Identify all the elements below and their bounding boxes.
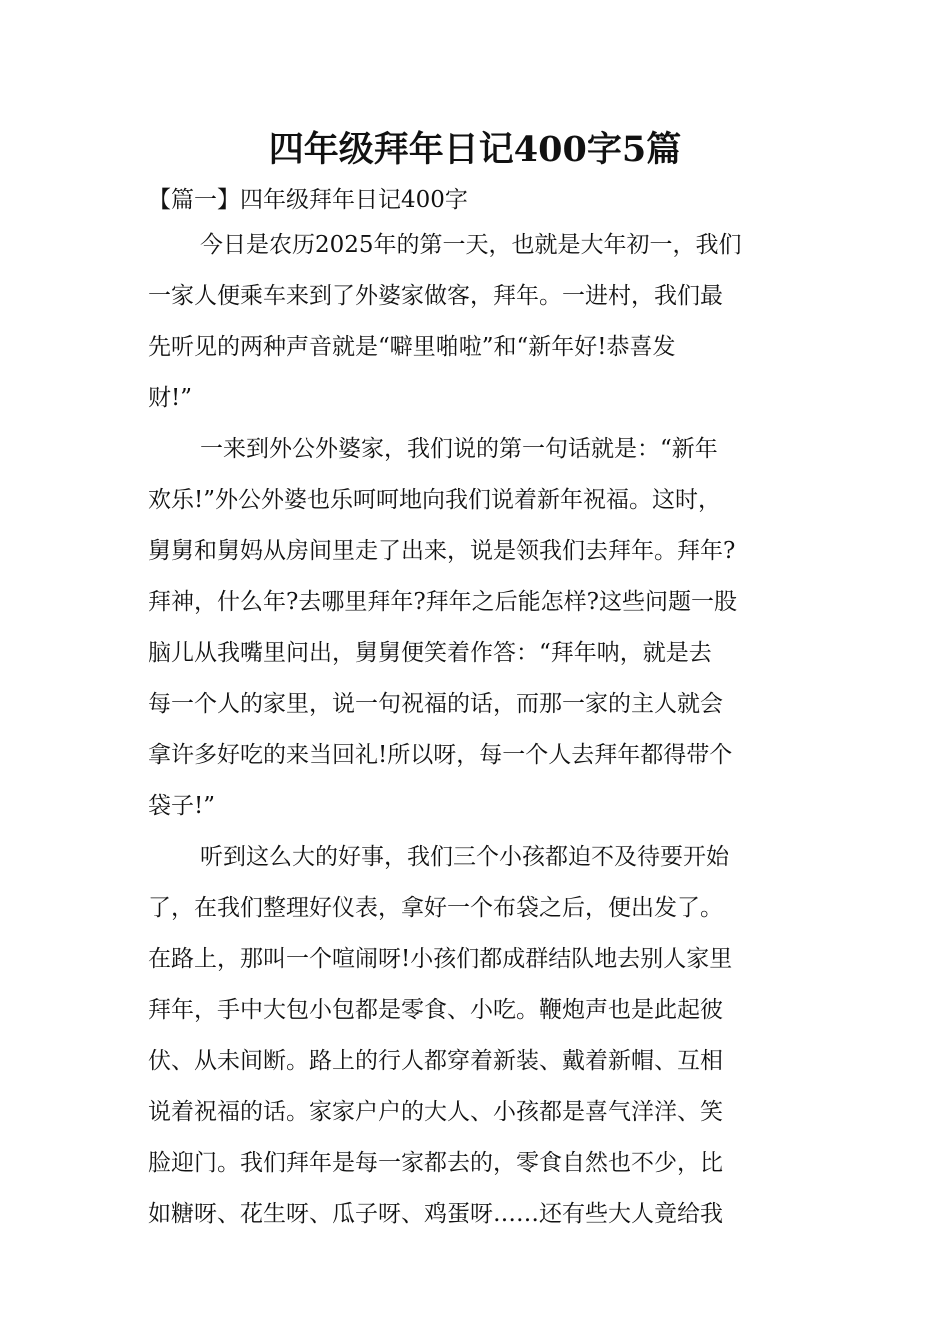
paragraph-line: 舅舅和舅妈从房间里走了出来，说是领我们去拜年。拜年? xyxy=(148,538,736,564)
paragraph-line: 脸迎门。我们拜年是每一家都去的，零食自然也不少，比 xyxy=(148,1150,723,1176)
paragraph-line: 袋子!” xyxy=(148,793,216,819)
paragraph-line: 拜神，什么年?去哪里拜年?拜年之后能怎样?这些问题一股 xyxy=(148,589,737,615)
section-heading: 【篇一】四年级拜年日记400字 xyxy=(148,187,468,213)
paragraph-line: 欢乐!”外公外婆也乐呵呵地向我们说着新年祝福。这时， xyxy=(148,487,722,513)
paragraph-line: 财!” xyxy=(148,385,193,411)
paragraph-line: 如糖呀、花生呀、瓜子呀、鸡蛋呀……还有些大人竟给我 xyxy=(148,1201,723,1227)
paragraph-line: 在路上，那叫一个喧闹呀!小孩们都成群结队地去别人家里 xyxy=(148,946,733,972)
paragraph-line: 说着祝福的话。家家户户的大人、小孩都是喜气洋洋、笑 xyxy=(148,1099,723,1125)
body-text xyxy=(148,220,808,1240)
paragraph-line: 一家人便乘车来到了外婆家做客，拜年。一进村，我们最 xyxy=(148,283,723,309)
paragraph-line: 拿许多好吃的来当回礼!所以呀，每一个人去拜年都得带个 xyxy=(148,742,733,768)
paragraph-line: 伏、从未间断。路上的行人都穿着新装、戴着新帽、互相 xyxy=(148,1048,723,1074)
document-title: 四年级拜年日记400字5篇 xyxy=(268,129,682,170)
paragraph-line: 先听见的两种声音就是“噼里啪啦”和“新年好!恭喜发 xyxy=(148,334,676,360)
paragraph-line: 拜年，手中大包小包都是零食、小吃。鞭炮声也是此起彼 xyxy=(148,997,723,1023)
paragraph-line: 一来到外公外婆家，我们说的第一句话就是：“新年 xyxy=(200,436,718,462)
paragraph-line: 听到这么大的好事，我们三个小孩都迫不及待要开始 xyxy=(200,844,729,870)
paragraph-line: 今日是农历2025年的第一天，也就是大年初一，我们 xyxy=(200,232,742,258)
paragraph-line: 了，在我们整理好仪表，拿好一个布袋之后，便出发了。 xyxy=(148,895,723,921)
paragraph-line: 每一个人的家里，说一句祝福的话，而那一家的主人就会 xyxy=(148,691,723,717)
paragraph-line: 脑儿从我嘴里问出，舅舅便笑着作答：“拜年呐，就是去 xyxy=(148,640,712,666)
